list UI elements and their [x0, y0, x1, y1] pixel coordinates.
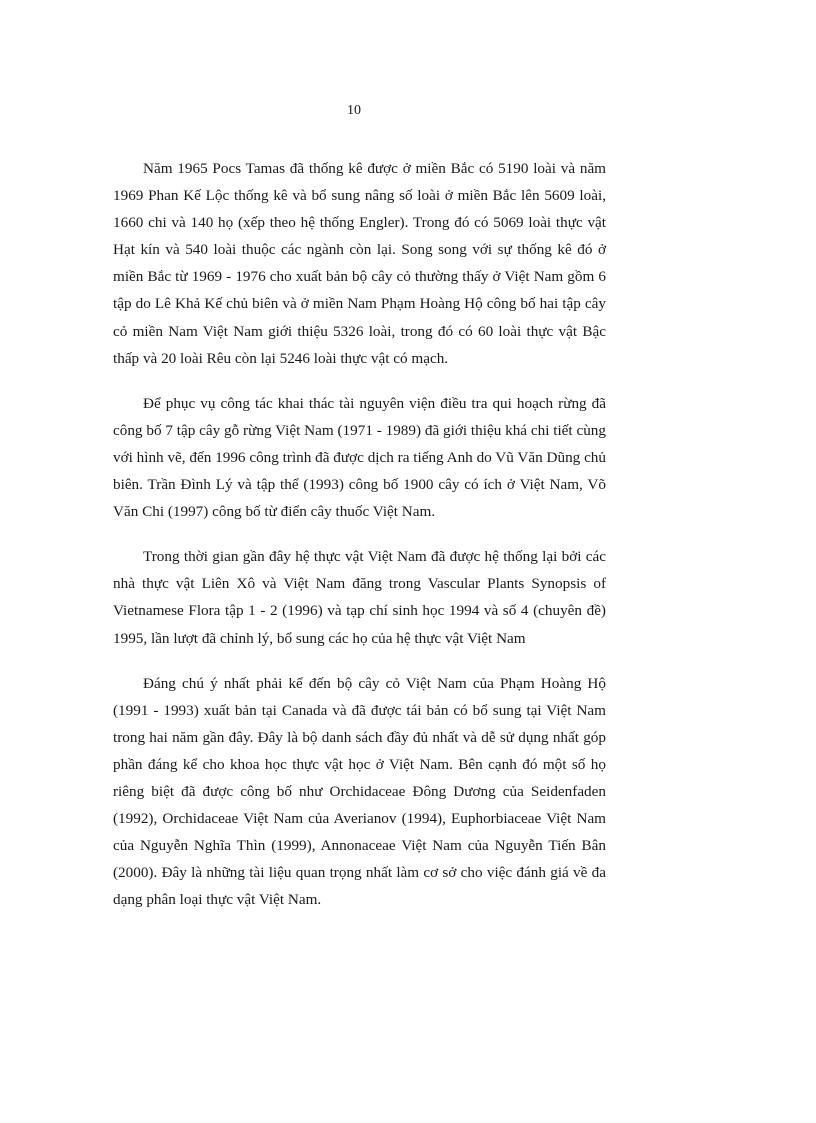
paragraph-synopsis: Trong thời gian gần đây hệ thực vật Việt Nam đã được hệ thống lại bởi các nhà thực vật Liên Xô và Việt Nam đăng trong Vascular Plants Synopsis of Vietnamese Flora tập 1 - 2 (1996) và tạp chí sinh học 1994 và số 4 (chuyên đề) 1995, lần lượt đã chỉnh lý, bổ sung các họ của hệ thực vật Việt Nam — [113, 548, 606, 647]
page-number: 10 — [347, 103, 361, 118]
paragraph-pham-hoang-ho: Đáng chú ý nhất phải kể đến bộ cây cỏ Việt Nam của Phạm Hoàng Hộ (1991 - 1993) xuất bản tại Canada và đã được tái bản có bổ sung tại Việt Nam trong hai năm gần đây. Đây là bộ danh sách đầy đủ nhất và dễ sử dụng nhất góp phần đáng kể cho khoa học thực vật học ở Việt Nam. Bên cạnh đó một số họ riêng biệt đã được công bố như Orchidaceae Đông Dương của Seidenfaden (1992), Orchidaceae Việt Nam của Averianov (1994), Euphorbiaceae Việt Nam của Nguyễn Nghĩa Thìn (1999), Annonaceae Việt Nam của Nguyễn Tiến Bân (2000). Đây là những tài liệu quan trọng nhất làm cơ sở cho việc đánh giá về đa dạng phân loại thực vật Việt Nam. — [113, 674, 606, 909]
paragraph-flora-statistics: Năm 1965 Pocs Tamas đã thống kê được ở miền Bắc có 5190 loài và năm 1969 Phan Kế Lộc thống kê và bổ sung nâng số loài ở miền Bắc lên 5609 loài, 1660 chi và 140 họ (xếp theo hệ thống Engler). Trong đó có 5069 loài thực vật Hạt kín và 540 loài thuộc các ngành còn lại. Song song với sự thống kê đó ở miền Bắc từ 1969 - 1976 cho xuất bản bộ cây cỏ thường thấy ở Việt Nam gồm 6 tập do Lê Khả Kế chủ biên và ở miền Nam Phạm Hoàng Hộ công bố hai tập cây cỏ miền Nam Việt Nam giới thiệu 5326 loài, trong đó có 60 loài thực vật Bậc thấp và 20 loài Rêu còn lại 5246 loài thực vật có mạch. — [113, 160, 606, 367]
paragraph-forest-inventory: Để phục vụ công tác khai thác tài nguyên viện điều tra qui hoạch rừng đã công bố 7 tập cây gỗ rừng Việt Nam (1971 - 1989) đã giới thiệu khá chi tiết cùng với hình vẽ, đến 1996 công trình đã được dịch ra tiếng Anh do Vũ Văn Dũng chủ biên. Trần Đình Lý và tập thể (1993) công bố 1900 cây có ích ở Việt Nam, Võ Văn Chi (1997) công bố từ điển cây thuốc Việt Nam. — [113, 394, 606, 521]
document-body — [113, 155, 606, 931]
